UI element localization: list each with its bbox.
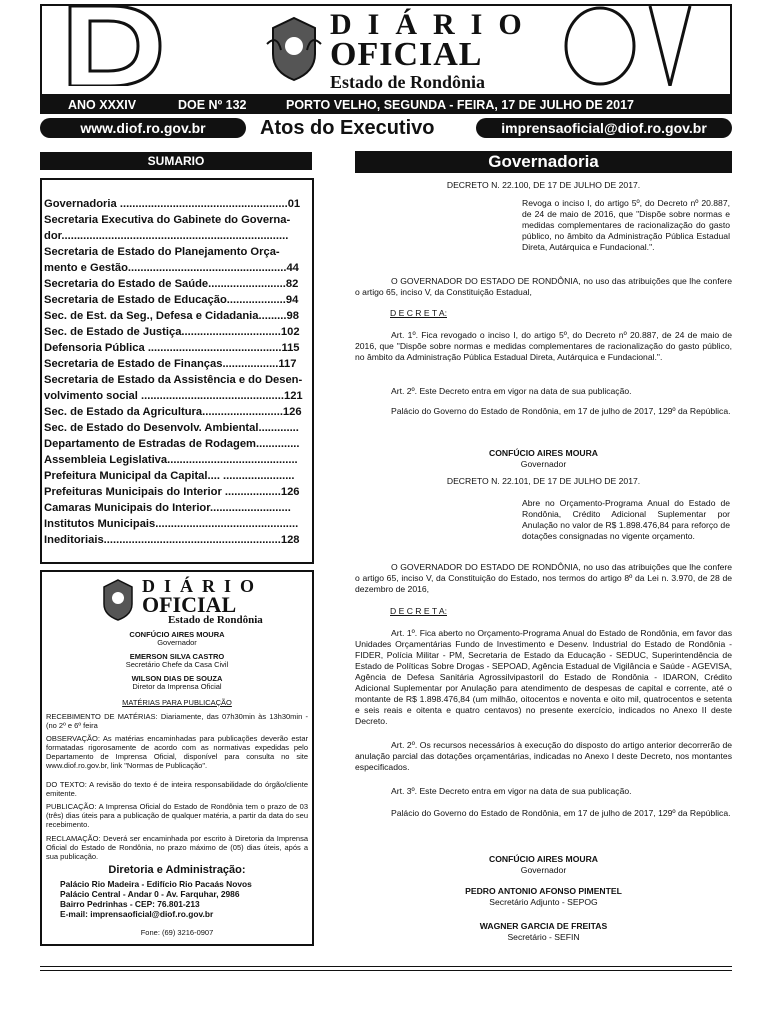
issue-year: ANO XXXIV xyxy=(68,98,137,112)
decree2-signer: CONFÚCIO AIRES MOURA xyxy=(488,854,598,864)
issue-number: DOE Nº 132 xyxy=(178,98,247,112)
summary-item[interactable]: Secretaria do Estado de Saúde.........................82 xyxy=(44,278,299,290)
masthead-subtitle: OFICIAL xyxy=(330,36,483,73)
expediente-observation: OBSERVAÇÃO: As matérias encaminhadas para publicações deverão estar formatadas rigorosamente de acordo com as normativas expedidas pelo Departamento de Imprensa Oficial, disponível para consulta no site www.diof.ro.gov.br, link "Normas de Publicação". xyxy=(46,734,308,770)
summary-box xyxy=(40,178,314,564)
decree2-closing: Palácio do Governo do Estado de Rondônia, em 17 de julho de 2017, 129º da República. xyxy=(391,808,731,818)
expediente-subtitle: OFICIAL xyxy=(142,592,237,617)
summary-item[interactable]: Sec. de Estado de Justiça................................102 xyxy=(44,326,300,338)
summary-item[interactable]: Defensoria Pública ...........................................115 xyxy=(44,342,300,354)
summary-item[interactable]: dor......................................................................... xyxy=(44,230,289,242)
expediente-chief-role: Secretário Chefe da Casa Civil xyxy=(125,660,229,669)
expediente-phone: Fone: (69) 3216-0907 xyxy=(140,928,214,937)
expediente-address-1: Palácio Rio Madeira - Edifício Rio Pacaás Novos xyxy=(60,879,252,889)
decree2-signer-role: Governador xyxy=(520,865,567,875)
issue-info-bar xyxy=(40,96,732,114)
summary-heading: SUMARIO xyxy=(40,152,312,170)
expediente-governor-role: Governador xyxy=(157,638,197,647)
state-coat-of-arms-icon xyxy=(98,578,138,622)
expediente-address-3: Bairro Pedrinhas - CEP: 76.801-213 xyxy=(60,899,200,909)
summary-item[interactable]: Sec. de Estado do Desenvolv. Ambiental............. xyxy=(44,422,299,434)
summary-item[interactable]: Ineditoriais.........................................................128 xyxy=(44,534,300,546)
governadoria-heading: Governadoria xyxy=(355,151,732,173)
decree2-signer3-role: Secretário - SEFIN xyxy=(507,932,580,942)
summary-item[interactable]: mento e Gestão...................................................44 xyxy=(44,262,299,274)
summary-item[interactable]: Assembleia Legislativa.......................................... xyxy=(44,454,298,466)
expediente-text-note: DO TEXTO: A revisão do texto é de inteira responsabilidade do órgão/cliente emitente. xyxy=(46,780,308,798)
masthead-d-letter-graphic xyxy=(60,6,170,86)
decree1-signer: CONFÚCIO AIRES MOURA xyxy=(488,448,598,458)
decree2-ementa: Abre no Orçamento-Programa Anual do Estado de Rondônia, Crédito Adicional Suplementar por Anulação no valor de R$ 1.898.476,84 para reforço de dotações consignadas no vigente orçamento. xyxy=(522,498,730,541)
section-title: Atos do Executivo xyxy=(260,117,435,139)
decree2-art3: Art. 3º. Este Decreto entra em vigor na data de sua publicação. xyxy=(391,786,632,796)
expediente-chief: EMERSON SILVA CASTRO xyxy=(129,652,225,661)
summary-item[interactable]: Secretaria de Estado de Educação...................94 xyxy=(44,294,299,306)
expediente-complaint-note: RECLAMAÇÃO: Deverá ser encaminhada por escrito à Diretoria da Imprensa Oficial do Estado de Rondônia, no prazo máximo de (05) dias úteis, após a sua publicação. xyxy=(46,834,308,861)
decree1-art2: Art. 2º. Este Decreto entra em vigor na data de sua publicação. xyxy=(391,386,632,396)
expediente-director-role: Diretor da Imprensa Oficial xyxy=(132,682,222,691)
summary-item[interactable]: Secretaria de Estado do Planejamento Orça- xyxy=(44,246,280,258)
issue-place-date: PORTO VELHO, SEGUNDA - FEIRA, 17 DE JULHO DE 2017 xyxy=(286,98,634,112)
website-link[interactable]: www.diof.ro.gov.br xyxy=(40,118,246,138)
expediente-publication-heading: MATÉRIAS PARA PUBLICAÇÃO xyxy=(122,698,232,707)
expediente-address-2: Palácio Central - Andar 0 - Av. Farquhar, 2986 xyxy=(60,889,240,899)
masthead-state: Estado de Rondônia xyxy=(330,72,486,92)
expediente-box xyxy=(40,570,314,946)
summary-item[interactable]: Institutos Municipais.............................................. xyxy=(44,518,299,530)
expediente-director: WILSON DIAS DE SOUZA xyxy=(131,674,223,683)
expediente-state: Estado de Rondônia xyxy=(168,614,263,626)
decree2-art1: Art. 1º. Fica aberto no Orçamento-Programa Anual do Estado de Rondônia, em favor das Unidades Orçamentárias Fundo de Investimento e Desenv. Industrial do Estado de Rondônia - FIDER, Polícia Militar - PM, Secretaria de Estado da Educação - SEDUC, Superintendência de Estado de Políticas Sobre Drogas - SEPOAD, Agência Estadual de Vigilância e Saúde - AGEVISA, Agência de Defesa Sanitária Agrossilvipastoril do Estado de Rondônia - IDARON, Crédito Adicional Suplementar por Anulação para atendimento de despesas de capital e corrente, até o montante de R$ 1.898.476,84 (um milhão, oitocentos e noventa e oito mil, quatrocentos e setenta e seis reais e oitenta e quatro centavos) no presente exercício, indicados no Anexo II deste Decreto. xyxy=(355,628,732,726)
decree1-closing: Palácio do Governo do Estado de Rondônia, em 17 de julho de 2017, 129º da República. xyxy=(391,406,731,416)
state-coat-of-arms-icon xyxy=(265,14,323,84)
summary-item[interactable]: Prefeituras Municipais do Interior ..................126 xyxy=(44,486,300,498)
summary-item[interactable]: Secretaria Executiva do Gabinete do Governa- xyxy=(44,214,291,226)
masthead-title: DIÁRIO xyxy=(330,8,538,41)
summary-item[interactable]: volvimento social ..............................................121 xyxy=(44,390,303,402)
footer-rule xyxy=(40,970,732,971)
decree1-art1: Art. 1º. Fica revogado o inciso I, do artigo 5º, do Decreto nº 20.887, de 24 de maio de 2016, que "Dispõe sobre normas e medidas complementares de racionalização do gasto público, no âmbito da Administração Pública Estadual Direta, Autárquica e Fundacional.". xyxy=(355,330,732,362)
expediente-governor: CONFÚCIO AIRES MOURA xyxy=(129,630,225,639)
decree1-preamble: O GOVERNADOR DO ESTADO DE RONDÔNIA, no uso das atribuições que lhe confere o artigo 65, inciso V, da Constituição Estadual, xyxy=(355,276,732,297)
decree2-art2: Art. 2º. Os recursos necessários à execução do disposto do artigo anterior decorrerão de anulação parcial das dotações orçamentárias, indicadas no Anexo I deste Decreto, nos montantes especificados. xyxy=(355,740,732,772)
summary-item[interactable]: Camaras Municipais do Interior.......................... xyxy=(44,502,291,514)
summary-item[interactable]: Secretaria de Estado de Finanças..................117 xyxy=(44,358,297,370)
summary-item[interactable]: Secretaria de Estado da Assistência e do Desen- xyxy=(44,374,303,386)
masthead-o-letter-graphic xyxy=(560,6,720,86)
summary-item[interactable]: Governadoria ......................................................01 xyxy=(44,198,301,210)
expediente-title: DIÁRIO xyxy=(142,576,264,596)
email-link[interactable]: imprensaoficial@diof.ro.gov.br xyxy=(476,118,732,138)
expediente-receipt: RECEBIMENTO DE MATÉRIAS: Diariamente, das 07h30min às 13h30min - (no 2º e 6º feira xyxy=(46,712,308,730)
decree2-preamble: O GOVERNADOR DO ESTADO DE RONDÔNIA, no uso das atribuições que lhe confere o artigo 65, inciso V, da Constituição do Estado, nos termos do artigo 8º da Lei n. 3.970, de 28 de dezembro de 2016, xyxy=(355,562,732,594)
decree2-signer2: PEDRO ANTONIO AFONSO PIMENTEL xyxy=(465,886,622,896)
summary-item[interactable]: Sec. de Est. da Seg., Defesa e Cidadania.........98 xyxy=(44,310,299,322)
decree2-signer2-role: Secretário Adjunto - SEPOG xyxy=(489,897,598,907)
footer-rule xyxy=(40,966,732,967)
summary-item[interactable]: Departamento de Estradas de Rodagem.............. xyxy=(44,438,300,450)
decree1-title: DECRETO N. 22.100, DE 17 DE JULHO DE 2017. xyxy=(446,180,641,190)
decree1-ementa: Revoga o inciso I, do artigo 5º, do Decreto nº 20.887, de 24 de maio de 2016, que "Dispõe sobre normas e medidas complementares de racionalização do gasto público, no âmbito da Administração Pública Estadual Direta, Autárquica e Fundacional.". xyxy=(522,198,730,252)
expediente-admin-heading: Diretoria e Administração: xyxy=(108,864,246,876)
expediente-email: E-mail: imprensaoficial@diof.ro.gov.br xyxy=(60,909,214,919)
summary-item[interactable]: Sec. de Estado da Agricultura..........................126 xyxy=(44,406,302,418)
decree1-decreta: D E C R E T A: xyxy=(390,308,447,318)
expediente-publication-note: PUBLICAÇÃO: A Imprensa Oficial do Estado de Rondônia tem o prazo de 03 (três) dias úteis para a publicação de qualquer matéria, a partir da data do seu recebimento. xyxy=(46,802,308,829)
decree1-signer-role: Governador xyxy=(520,459,567,469)
decree2-title: DECRETO N. 22.101, DE 17 DE JULHO DE 2017. xyxy=(446,476,641,486)
decree2-signer3: WAGNER GARCIA DE FREITAS xyxy=(479,921,608,931)
summary-item[interactable]: Prefeitura Municipal da Capital.... ....................... xyxy=(44,470,295,482)
decree2-decreta: D E C R E T A: xyxy=(390,606,447,616)
